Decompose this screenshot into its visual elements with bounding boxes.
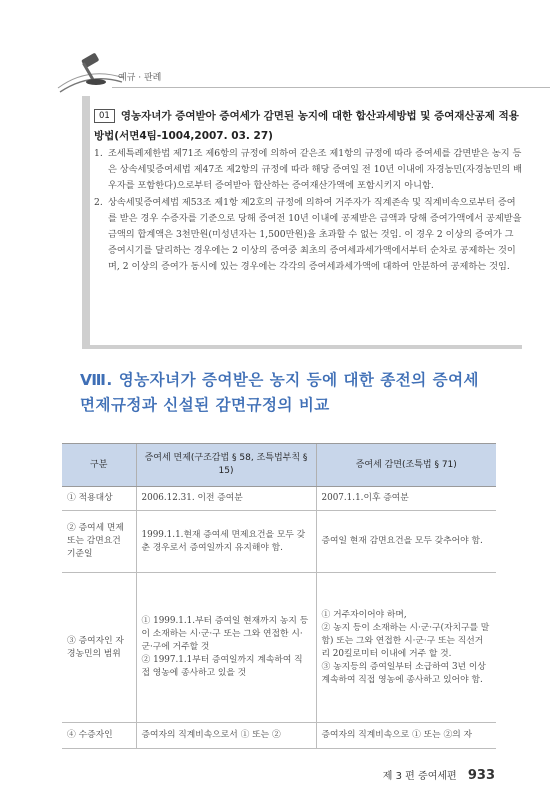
case-title-text: 영농자녀가 증여받아 증여세가 감면된 농지에 대한 합산과세방법 및 증여재산공제 적용방법(서면4팀-1004,2007. 03. 27) <box>94 110 519 142</box>
table-cell: ① 1999.1.1.부터 증여일 현재까지 농지 등이 소재하는 시·군·구 또는 그와 연접한 시·군·구에 거주할 것 ② 1997.1.1부터 증여일까지 계속하여 직접 영농에 종사하고 있을 것 <box>136 573 316 723</box>
footer-title: 증여세편 <box>418 771 457 782</box>
case-item-number: 2. <box>94 196 103 208</box>
table-cell: 1999.1.1.현재 증여세 면제요건을 모두 갖춘 경우로서 증여일까지 유지해야 함. <box>136 511 316 573</box>
case-title <box>94 106 522 146</box>
footer-part: 제 3 편 <box>382 771 415 782</box>
table-cell: 증여자의 직계비속으로 ① 또는 ②의 자 <box>316 723 496 749</box>
table-cell: ③ 증여자인 자경농민의 범위 <box>62 573 136 723</box>
case-box-shadow-bottom <box>82 345 522 349</box>
table-header-cell: 증여세 면제(구조감법 § 58, 조특법부칙 § 15) <box>136 444 316 487</box>
case-item-text: 상속세및증여세법 제53조 제1항 제2호의 규정에 의하여 거주자가 직계존속 및 직계비속으로부터 증여를 받은 경우 수증자를 기준으로 당해 증여전 10년 이내에 공제받은 금액과 당해 증여가액에서 공제받을 금액의 합계액은 3천만원(미성년자는 1,500만원)을 초과할 수 없는 것임. 이 경우 2 이상의 증여가 그 증여시기를 달리하는 경우에는 2 이상의 증여중 최초의 증여세과세가액에서부터 순차로 공제하는 것이며, 2 이상의 증여가 동시에 있는 경우에는 각각의 증여세과세가액에 대하여 안분하여 공제하는 것임. <box>108 196 522 273</box>
table-header-cell: 구분 <box>62 444 136 487</box>
case-number: 01 <box>94 109 115 123</box>
comparison-table <box>62 443 496 749</box>
table-cell: 증여일 현재 감면요건을 모두 갖추어야 함. <box>316 511 496 573</box>
case-item <box>94 146 522 195</box>
table-cell: 증여자의 직계비속으로서 ① 또는 ② <box>136 723 316 749</box>
section-title-text: 영농자녀가 증여받은 농지 등에 대한 종전의 증여세 면제규정과 신설된 감면규정의 비교 <box>80 371 480 414</box>
table-cell: 2007.1.1.이후 증여분 <box>316 487 496 511</box>
case-items <box>94 146 522 276</box>
table-row <box>62 723 496 749</box>
table-row <box>62 511 496 573</box>
table-cell: ② 증여세 면제또는 감면요건 기준일 <box>62 511 136 573</box>
case-item <box>94 195 522 276</box>
table-row <box>62 487 496 511</box>
header-label: 예규 · 판례 <box>118 73 162 83</box>
section-numeral: Ⅷ. <box>80 371 113 389</box>
table-header-row <box>62 444 496 487</box>
gavel-icon <box>56 52 126 98</box>
table-cell: 2006.12.31. 이전 증여분 <box>136 487 316 511</box>
header-divider <box>112 87 550 88</box>
case-item-number: 1. <box>94 148 103 159</box>
case-item-text: 조세특례제한법 제71조 제6항의 규정에 의하여 같은조 제1항의 규정에 따라 증여세를 감면받은 농지 등은 상속세및증여세법 제47조 제2항의 규정에 따라 해당 증여일 전 10년 이내에 자경농민(자경농민의 배우자를 포함한다)으로부터 증여받아 합산하는 증여재산가액에 포함시키지 아니함. <box>108 148 522 192</box>
table-row <box>62 573 496 723</box>
section-title <box>80 368 500 418</box>
table-cell: ④ 수증자인 <box>62 723 136 749</box>
page-footer <box>383 767 495 783</box>
table-cell: ① 거주자이어야 하며, ② 농지 등이 소재하는 시·군·구(자치구를 말함) 또는 그와 연접한 시·군·구 또는 직선거리 20킬로미터 이내에 거주 할 것. ③ 농지등의 증여일부터 소급하여 3년 이상 계속하여 직접 영농에 종사하고 있어야 함. <box>316 573 496 723</box>
table-header-cell: 증여세 감면(조특법 § 71) <box>316 444 496 487</box>
table-cell: ① 적용대상 <box>62 487 136 511</box>
page-number: 933 <box>467 768 495 783</box>
case-box-shadow-left <box>82 96 90 349</box>
